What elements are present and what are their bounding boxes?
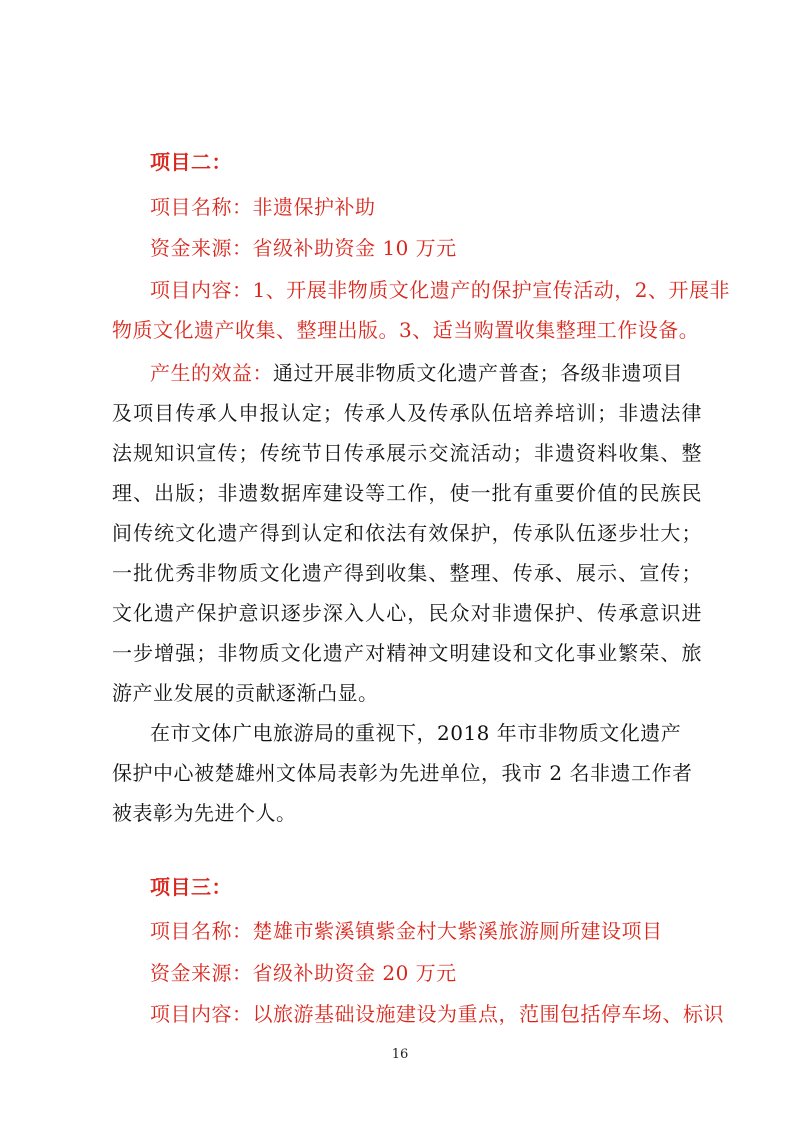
project2-benefit-line: 间传统文化遗产得到认定和依法有效保护，传承队伍逐步壮大； [112,521,702,545]
project3-name-label: 项目名称： [150,919,253,943]
project2-fund-value: 省级补助资金 10 万元 [252,236,457,260]
project3-fund-line [150,959,740,987]
project2-benefit-line: 一批优秀非物质文化遗产得到收集、整理、传承、展示、宣传； [112,561,702,585]
project2-benefit-line: 理、出版；非遗数据库建设等工作，使一批有重要价值的民族民 [112,481,702,505]
project3-content-label: 项目内容： [150,1002,253,1026]
project3-content-text1: 以旅游基础设施建设为重点，范围包括停车场、标识 [252,1002,724,1026]
project2-content-line1 [150,276,730,304]
project3-heading: 项目三： [150,875,232,899]
project2-name-label: 项目名称： [150,195,253,219]
project3-name-value: 楚雄市紫溪镇紫金村大紫溪旅游厕所建设项目 [252,919,663,943]
project2-heading: 项目二： [150,150,232,174]
project3-fund-label: 资金来源： [150,961,253,985]
project2-benefit-text1: 通过开展非物质文化遗产普查；各级非遗项目 [273,361,683,385]
project2-benefit-label: 产生的效益： [150,361,273,385]
project2-content-text1: 1、开展非物质文化遗产的保护宣传活动，2、开展非 [252,278,730,302]
project2-content-label: 项目内容： [150,278,253,302]
project3-fund-value: 省级补助资金 20 万元 [252,961,457,985]
project3-content-line1 [150,1000,724,1028]
project2-benefit-line: 游产业发展的贡献逐渐凸显。 [112,681,379,705]
project2-award-line1: 在市文体广电旅游局的重视下，2018 年市非物质文化遗产 [150,721,682,745]
project2-benefit-line: 及项目传承人申报认定；传承人及传承队伍培养培训；非遗法律 [112,401,702,425]
project2-benefit-line: 一步增强；非物质文化遗产对精神文明建设和文化事业繁荣、旅 [112,641,702,665]
project2-benefit-line1 [150,359,702,387]
project2-benefit-line: 法规知识宣传；传统节日传承展示交流活动；非遗资料收集、整 [112,441,702,465]
project2-name-value: 非遗保护补助 [252,195,376,219]
project2-award-line2: 保护中心被楚雄州文体局表彰为先进单位，我市 2 名非遗工作者 [112,761,693,785]
project3-name-line [150,917,740,945]
project2-name-line [150,193,740,221]
project2-fund-line [150,234,740,262]
project2-benefit-line: 文化遗产保护意识逐步深入人心，民众对非遗保护、传承意识进 [112,601,702,625]
page-number: 16 [391,1047,409,1062]
project2-content-line2: 物质文化遗产收集、整理出版。3、适当购置收集整理工作设备。 [112,318,700,342]
project2-fund-label: 资金来源： [150,236,253,260]
project2-award-line3: 被表彰为先进个人。 [112,801,297,825]
